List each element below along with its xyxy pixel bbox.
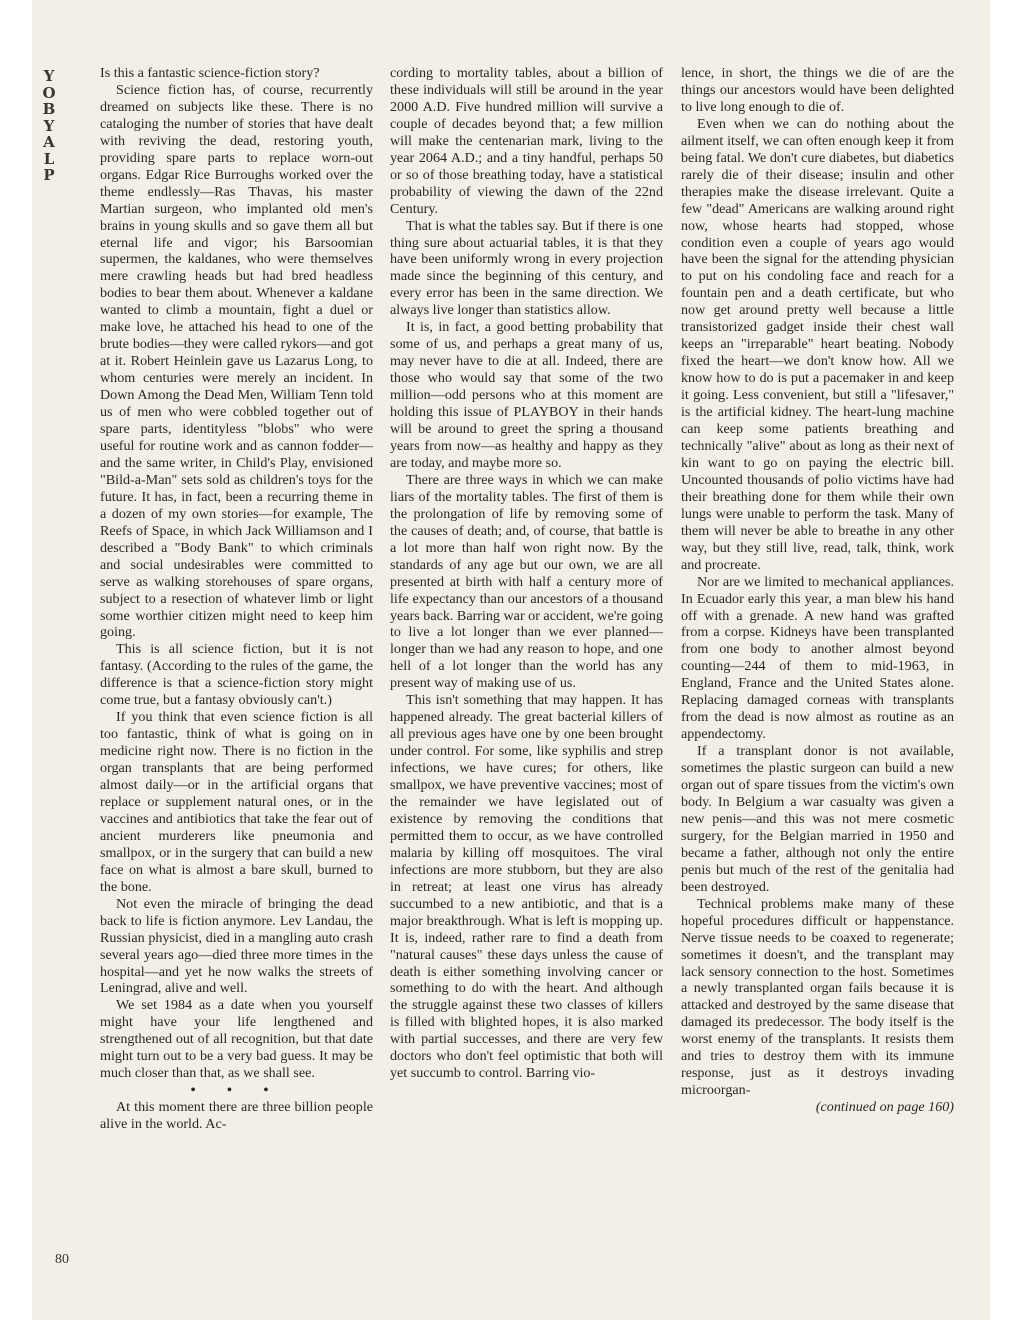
paragraph: Technical problems make many of these hopeful procedures difficult or happenstance. Nerve tissue needs to be coaxed to regenerate; sometimes it doesn't, and the transplant may lack sensory connection to the host. Sometimes a newly transplanted organ fails because it is attacked and destroyed by the same disease that damaged its predecessor. The body itself is the worst enemy of the transplants. It resists them and tries to destroy them with its immune response, just as it destroys invading microorgan- [681,895,954,1099]
paragraph: We set 1984 as a date when you yourself might have your life lengthened and strengthened out of all recognition, but that date might turn out to be a very bad guess. It may be much closer than that, as we shall see. [100,997,373,1082]
sidebar-letter: L [43,149,55,168]
sidebar-letter: B [42,100,56,118]
paragraph: It is, in fact, a good betting probability that some of us, and perhaps a great many of us, may never have to die at all. Indeed, there are those who would say that some of the two million—odd persons who at this moment are holding this issue of PLAYBOY in their hands will be around to greet the spring a thousand years from now—as healthy and happy as they are today, and maybe more so. [390,319,663,471]
page-number: 80 [55,1252,69,1267]
paragraph: If a transplant donor is not available, sometimes the plastic surgeon can build a new organ out of spare tissues from the victim's own body. In Belgium a war casualty was given a new penis—and this was not mere cosmetic surgery, for the Belgian married in 1950 and became a father, although not only the entire penis but much of the rest of the genitalia had been destroyed. [681,743,954,895]
sidebar-letter: Y [43,67,55,85]
sidebar-letter: A [43,133,55,151]
section-separator: • • • [190,1082,283,1099]
magazine-name-vertical [38,68,60,184]
paragraph: If you think that even science fiction is all too fantastic, think of what is going on in medicine right now. There is no fiction in the organ transplants that are being performed almost daily—or in the artificial organs that replace or supplement natural ones, or in the vaccines and antibiotics that take the fear out of ancient murderers like pneumonia and smallpox, or in the surgery that can build a new face on what is almost a bare skull, burned to the bone. [100,709,373,895]
paragraph: lence, in short, the things we die of are the things our ancestors would have been delighted to live long enough to die of. [681,65,954,115]
text-column-3 [681,65,954,1116]
paragraph: Nor are we limited to mechanical appliances. In Ecuador early this year, a man blew his hand off with a grenade. A new hand was grafted from a corpse. Kidneys have been transplanted from one body to another almost beyond counting—244 of them to mid-1963, in England, France and the United States alone. Replacing damaged corneas with transplants from the dead is now almost as routine as an appendectomy. [681,573,954,743]
paragraph: Science fiction has, of course, recurrently dreamed on subjects like these. There is no cataloging the number of stories that have dealt with reviving the dead, restoring youth, providing spare parts to replace worn-out organs. Edgar Rice Burroughs worked over the theme endlessly—Ras Thavas, his master Martian surgeon, who implanted old men's brains in young skulls and so gave them all but eternal life and vigor; his Barsoomian supermen, the kaldanes, who were themselves mere crawling heads but had bred headless bodies to bear them about. Whenever a kaldane wanted to climb a mountain, fight a duel or make love, he attached his head to one of the brute bodies—they were called rykors—and got at it. Robert Heinlein gave us Lazarus Long, to whom centuries were merely an incident. In Down Among the Dead Men, William Tenn told us of men who were cobbled together out of spare parts, identityless "blobs" who were useful for routine work and as cannon fodder—and the same writer, in Child's Play, envisioned "Bild-a-Man" sets sold as children's toys for the future. It has, in fact, been a recurring theme in a dozen of my own stories—for example, The Reefs of Space, in which Jack Williamson and I described a "Body Bank" to which criminals and social undesirables were committed to serve as walking storehouses of spare organs, subject to a resection of whatever limb or light some worthier citizen might need to keep him going. [100,81,373,641]
paragraph: That is what the tables say. But if there is one thing sure about actuarial tables, it is that they have been uniformly wrong in every projection made since the beginning of this century, and every error has been in the same direction. We always live longer than statistics allow. [390,217,663,319]
paragraph: This is all science fiction, but it is not fantasy. (According to the rules of the game, the difference is that a science-fiction story might come true, but a fantasy obviously can't.) [100,641,373,709]
sidebar-letter: O [42,83,56,102]
text-column-2 [390,65,663,1082]
paragraph: Is this a fantastic science-fiction story? [100,65,320,81]
sidebar-letter: Y [43,116,55,135]
paragraph: There are three ways in which we can make liars of the mortality tables. The first of them is the prolongation of life by removing some of the causes of death; and, of course, that battle is a lot more than half won right now. By the standards of any age but our own, we are all presented at birth with half a century more of life expectancy than our ancestors of a thousand years back. Barring war or accident, we're going to live a lot longer than we ever planned—longer than we had any reason to hope, and one hell of a lot longer than the world has any present way of making use of us. [390,471,663,692]
paragraph: cording to mortality tables, about a billion of these individuals will still be around in the year 2000 A.D. Five hundred million will survive a couple of decades beyond that; a few million will make the centenarian mark, living to the year 2064 A.D.; and a tiny handful, perhaps 50 or so of those breathing today, have a statistical probability of viewing the dawn of the 22nd Century. [390,65,663,217]
sidebar-letter: P [43,166,55,184]
paragraph: Even when we can do nothing about the ailment itself, we can often enough keep it from being fatal. We don't cure diabetes, but diabetics rarely die of their disease; insulin and other therapies make the disease irrelevant. Quite a few "dead" Americans are walking around right now, whose hearts had stopped, whose condition even a couple of years ago would have been the signal for the attending physician to put on his condoling face and reach for a fountain pen and a death certificate, but who now get around pretty well because a little transistorized gadget inside their chest wall keeps an "irreparable" heart beating. Nobody fixed the heart—we don't know how. All we know how to do is put a pacemaker in and keep it going. Less convenient, but still a "lifesaver," is the artificial kidney. The heart-lung machine can keep some patients breathing and technically "alive" about as long as their next of kin want to go on paying the electric bill. Uncounted thousands of polio victims have had their breathing done for them while their own lungs were unable to perform the task. Many of them will never be able to breathe in any other way, but they still live, read, talk, think, work and procreate. [681,115,954,573]
paragraph: This isn't something that may happen. It has happened already. The great bacterial killers of all previous ages have one by one been brought under control. For some, like syphilis and strep infections, we have cures; for others, like smallpox, we have preventive vaccines; most of the remainder we have legislated out of existence by removing the conditions that permitted them to occur, as we have controlled malaria by killing off mosquitoes. The viral infections are more stubborn, but they are also in retreat; at least one virus has already succumbed to a new antibiotic, and that is a major breakthrough. What is left is mopping up. It is, indeed, rather rare to find a death from "natural causes" these days unless the cause of death is either something involving cancer or something to do with the heart. And although the struggle against these two classes of killers is filled with blighted hopes, it is also marked with partial successes, and there are very few doctors who don't feel optimistic that both will yet succumb to control. Barring vio- [390,692,663,1082]
paragraph: At this moment there are three billion people alive in the world. Ac- [100,1099,373,1133]
paragraph: Not even the miracle of bringing the dead back to life is fiction anymore. Lev Landau, the Russian physicist, died in a mangling auto crash several years ago—died three more times in the hospital—and yet he now walks the streets of Leningrad, alive and well. [100,895,373,997]
text-column-1 [100,65,373,1133]
continued-note: (continued on page 160) [815,1099,954,1116]
